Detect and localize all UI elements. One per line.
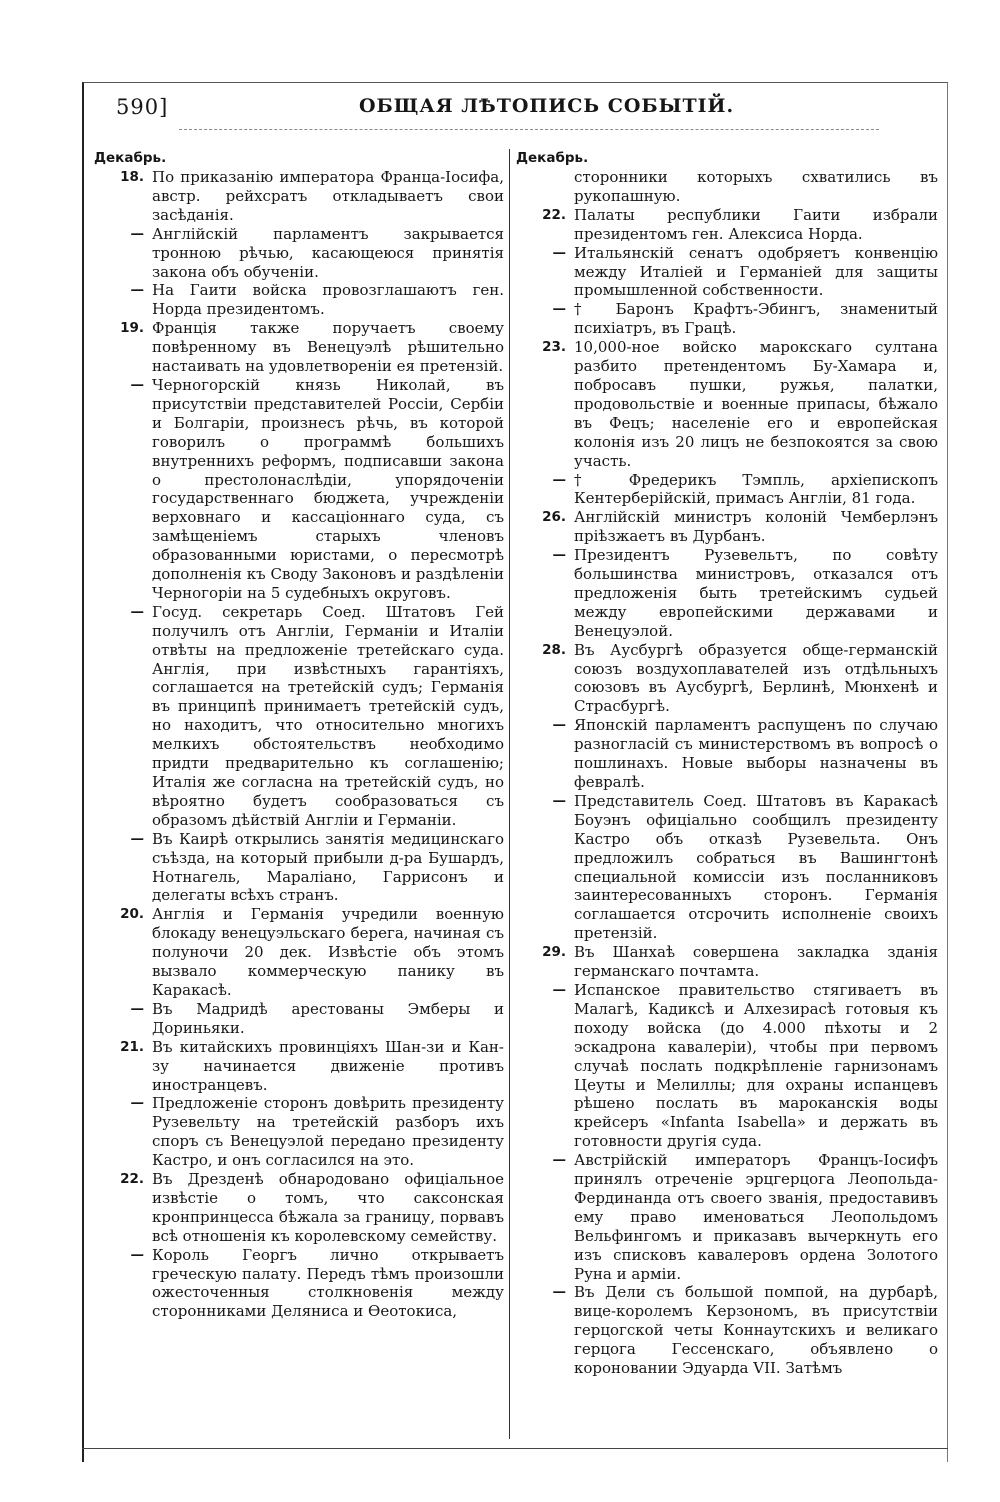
entry-text: Президентъ Рузевельтъ, по совѣту большинства министровъ, отказался отъ предложенія быть третейскимъ судьей между европейскими державами и Венецуэлой.: [574, 546, 938, 640]
page-header: [84, 83, 950, 149]
running-title: ОБЩАЯ ЛѢТОПИСЬ СОБЫТІЙ.: [359, 95, 735, 117]
entry-text: Палаты республики Гаити избрали президентомъ ген. Алексиса Норда.: [574, 205, 938, 243]
chronicle-entry: [94, 1038, 504, 1095]
entry-text: Предложеніе сторонъ довѣрить президенту Рузевельту на третейскій разборъ ихъ споръ съ Венецуэлой передано президенту Кастро, и онъ согласился на это.: [152, 1094, 504, 1170]
entry-text: Англія и Германія учредили военную блокаду венецуэльскаго берега, начиная съ полуночи 20 дек. Извѣстіе объ этомъ вызвало коммерческую панику въ Каракасѣ.: [152, 905, 504, 999]
chronicle-entry: [94, 1000, 504, 1038]
entry-text: На Гаити войска провозглашаютъ ген. Норда президентомъ.: [152, 281, 504, 319]
chronicle-entry: [94, 168, 504, 225]
entry-text: Въ Аусбургѣ образуется обще-германскій союзъ воздухоплавателей изъ отдѣльныхъ союзовъ въ Аусбургѣ, Берлинѣ, Мюнхенѣ и Страсбургѣ.: [574, 640, 938, 716]
entry-date: —: [130, 1246, 144, 1263]
chronicle-entry: [516, 1151, 938, 1283]
chronicle-entry: [94, 830, 504, 906]
left-entries: [94, 168, 504, 1321]
entry-date: —: [130, 830, 144, 847]
chronicle-entry: [516, 1283, 938, 1378]
entry-date: —: [552, 244, 566, 261]
month-heading: Декабрь.: [94, 150, 167, 166]
entry-date: —: [552, 301, 566, 318]
entry-date: —: [552, 547, 566, 564]
entry-date: —: [552, 1152, 566, 1169]
entry-text: Въ Дели съ большой помпой, на дурбарѣ, вице-королемъ Керзономъ, въ присутствіи герцогской четы Коннаутскихъ и великаго герцога Гессенскаго, объявлено о короновании Эдуарда VII. Затѣмъ: [574, 1283, 938, 1378]
chronicle-entry: [94, 905, 504, 1000]
continued-text: сторонники которыхъ схватились въ рукопашную.: [574, 168, 938, 205]
chronicle-entry: [94, 319, 504, 376]
entry-date: 26.: [542, 509, 566, 526]
chronicle-entry: [94, 1170, 504, 1246]
entry-date: 23.: [542, 339, 566, 356]
entry-date: 19.: [120, 320, 144, 337]
entry-text: Англійскій парламентъ закрывается тронною рѣчью, касающеюся принятія закона объ обученіи.: [152, 224, 504, 281]
entry-text: Англійскій министръ колоній Чемберлэнъ пріѣзжаетъ въ Дурбанъ.: [574, 508, 938, 546]
entry-text: Австрійскій императоръ Францъ-Іосифъ принялъ отреченіе эрцгерцога Леопольда-Фердинанда отъ своего званія, предоставивъ ему право именоваться Леопольдомъ Вельфингомъ и приказавъ вычеркнуть его изъ списковъ кавалеровъ ордена Золотого Руна и арміи.: [574, 1151, 938, 1283]
entry-text: † Фредерикъ Тэмпль, архіепископъ Кентерберійскій, примасъ Англіи, 81 года.: [574, 470, 938, 508]
chronicle-entry: [94, 1246, 504, 1322]
entry-text: Испанское правительство стягиваетъ въ Малагѣ, Кадиксѣ и Алхезирасѣ готовыя къ походу войска (до 4.000 пѣхоты и 2 эскадрона кавалеріи), чтобы при первомъ случаѣ послать подкрѣпленіе гарнизонамъ Цеуты и Мелиллы; для охраны испанцевъ рѣшено послать въ мароканскія воды крейсеръ «Infanta Isabella» и держать въ готовности другія суда.: [574, 980, 938, 1151]
chronicle-entry: [516, 508, 938, 546]
chronicle-entry: [516, 943, 938, 981]
entry-date: 22.: [542, 206, 566, 223]
entry-text: Франція также поручаетъ своему повѣренному въ Венецуэлѣ рѣшительно настаивать на удовлетвореніи ея претензій.: [152, 319, 504, 376]
chronicle-entry: [94, 376, 504, 603]
entry-date: 28.: [542, 641, 566, 658]
entry-text: † Баронъ Крафтъ-Эбингъ, знаменитый психіатръ, въ Грацѣ.: [574, 300, 938, 338]
chronicle-entry: [516, 244, 938, 301]
entry-date: —: [130, 603, 144, 620]
entry-text: По приказанію императора Франца-Іосифа, австр. рейхсратъ откладываетъ свои засѣданія.: [152, 168, 504, 224]
entry-date: —: [552, 717, 566, 734]
chronicle-entry: [516, 716, 938, 792]
chronicle-entry: [94, 1094, 504, 1170]
entry-text: Въ китайскихъ провинціяхъ Шан-зи и Кан-зу начинается движеніе противъ иностранцевъ.: [152, 1037, 504, 1094]
chronicle-entry: [94, 281, 504, 319]
entry-date: —: [552, 471, 566, 488]
entry-date: 18.: [120, 169, 144, 185]
chronicle-entry: [516, 546, 938, 641]
entry-text: Въ Шанхаѣ совершена закладка зданія германскаго почтамта.: [574, 943, 938, 981]
entry-text: Въ Дрезденѣ обнародовано офиціальное извѣстіе о томъ, что саксонская кронпринцесса бѣжала за границу, порвавъ всѣ отношенія къ королевскому семейству.: [152, 1170, 504, 1245]
entry-text: Въ Каирѣ открылись занятія медицинскаго съѣзда, на который прибыли д-ра Бушардъ, Нотнагель, Маралiано, Гаррисонъ и делегаты всѣхъ странъ.: [152, 829, 504, 905]
entry-date: 22.: [120, 1171, 144, 1188]
entry-date: —: [130, 225, 144, 242]
page-number: 590]: [116, 95, 169, 119]
entry-date: —: [130, 282, 144, 299]
entry-date: —: [552, 1284, 566, 1301]
chronicle-entry: [516, 300, 938, 338]
entry-text: 10,000-ное войско марокскаго султана разбито претендентомъ Бу-Хамара и, побросавъ пушки, ружья, палатки, продовольствіе и военные припасы, бѣжало въ Фецъ; населеніе его и европейская колонія изъ 20 лицъ не безпокоятся за свою участь.: [574, 338, 938, 470]
chronicle-entry: [516, 641, 938, 717]
chronicle-entry: [516, 338, 938, 470]
entry-text: Госуд. секретарь Соед. Штатовъ Гей получилъ отъ Англіи, Германіи и Италіи отвѣты на предложеніе третейскаго суда. Англія, при извѣстныхъ гарантіяхъ, соглашается на третейскій судъ; Германія въ принципѣ принимаетъ третейскій судъ, но находитъ, что относительно многихъ мелкихъ обстоятельствъ необходимо придти предварительно къ соглашенію; Италія же согласна на третейскій судъ, но вѣроятно будетъ сообразоваться съ образомъ дѣйствій Англіи и Германіи.: [152, 602, 504, 829]
chronicle-entry: [94, 225, 504, 282]
column-divider: [509, 149, 510, 1439]
month-heading: Декабрь.: [516, 150, 589, 166]
left-column: [94, 149, 504, 1321]
entry-date: —: [130, 1095, 144, 1112]
entry-text: Представитель Соед. Штатовъ въ Каракасѣ Боуэнъ офиціально сообщилъ президенту Кастро объ отказѣ Рузевельта. Онъ предложилъ собраться въ Вашингтонѣ специальной комиссіи изъ посланниковъ заинтересованныхъ сторонъ. Германія соглашается отсрочить исполненіе своихъ претензій.: [574, 791, 938, 943]
entry-date: 21.: [120, 1038, 144, 1055]
right-entries: [516, 206, 938, 1378]
entry-text: Король Георгъ лично открываетъ греческую палату. Передъ тѣмъ произошли ожесточенныя столкновенія между сторонниками Деляниса и Ѳеотокиса,: [152, 1245, 504, 1321]
chronicle-entry: [516, 792, 938, 943]
entry-date: —: [552, 792, 566, 809]
page-frame: [82, 82, 948, 1462]
entry-date: 20.: [120, 906, 144, 923]
chronicle-entry: [516, 471, 938, 509]
entry-text: Японскій парламентъ распущенъ по случаю разногласій съ министерствомъ въ вопросѣ о пошлинахъ. Новые выборы назначены въ февралѣ.: [574, 716, 938, 791]
header-ornament-rule: [179, 129, 879, 130]
entry-date: —: [552, 981, 566, 998]
bottom-rule: [82, 1448, 948, 1449]
entry-text: Итальянскій сенатъ одобряетъ конвенцію между Италіей и Германіей для защиты промышленной собственности.: [574, 243, 938, 300]
entry-text: Въ Мадридѣ арестованы Эмберы и Дориньяки.: [152, 999, 504, 1037]
entry-date: 29.: [542, 944, 566, 961]
chronicle-entry: [516, 981, 938, 1151]
right-column: [516, 149, 938, 1378]
chronicle-entry: [516, 206, 938, 244]
entry-date: —: [130, 1000, 144, 1017]
entry-text: Черногорскій князь Николай, въ присутствіи представителей Россіи, Сербіи и Болгаріи, произнесъ рѣчь, въ которой говорилъ о программѣ большихъ внутреннихъ реформъ, подписавши закона о престолонаслѣдіи, упорядоченіи государственнаго бюджета, учрежденіи верховнаго и кассаціоннаго суда, съ замѣщеніемъ старыхъ членовъ образованными юристами, о пересмотрѣ дополненія къ Своду Законовъ и раздѣленіи Черногоріи на 5 судебныхъ округовъ.: [152, 375, 504, 602]
entry-date: —: [130, 376, 144, 393]
chronicle-entry: [94, 603, 504, 830]
